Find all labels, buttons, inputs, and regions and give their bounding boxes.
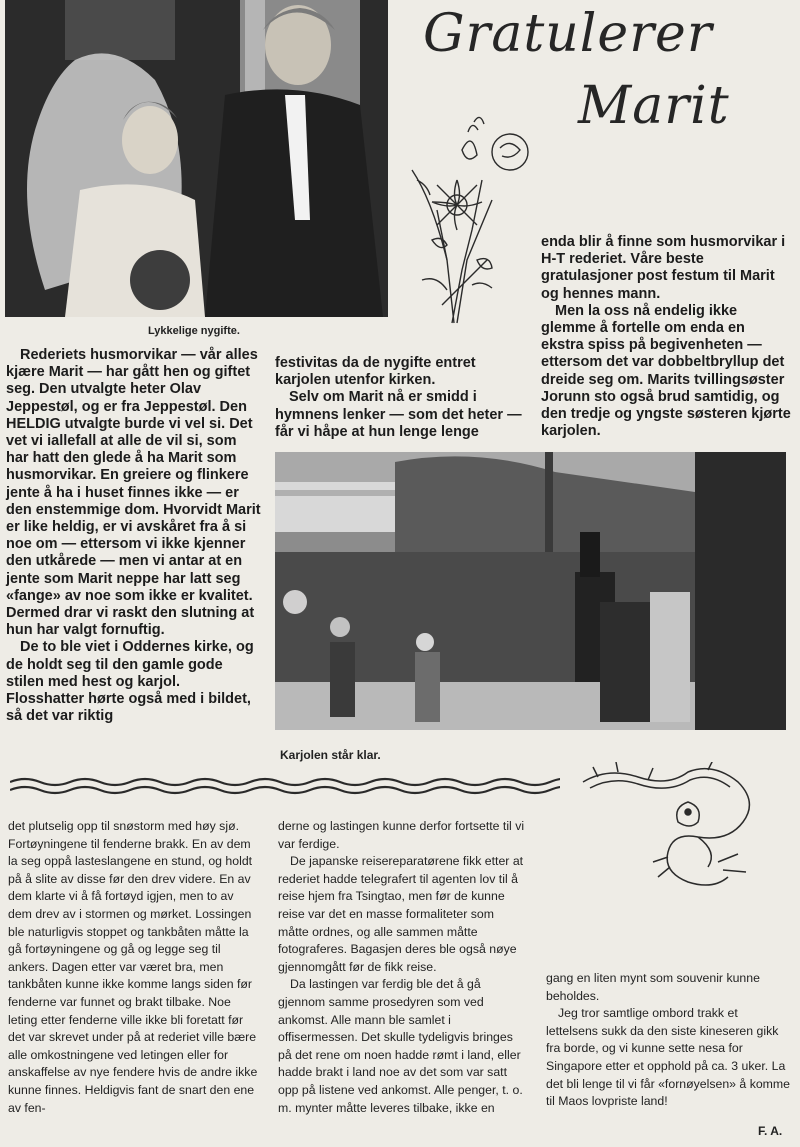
article-paragraph: De to ble viet i Oddernes kirke, og de holdt seg til den gamle gode stilen med hest og karjol. Flosshatter hørte også med i bildet, så det var riktig xyxy=(6,639,254,725)
article-paragraph: festivitas da de nygifte entret karjolen utenfor kirken. xyxy=(275,355,476,389)
story-paragraph: det plutselig opp til snøstorm med høy sjø. Fortøyningene til fenderne brakk. En av dem la seg oppå lasteslangene en stund, og holdt på å slite av disse før den drev videre. En av dem klarte vi å få fortøyd igjen, men to av dem drev av i stormen og mørket. Lossingen ble naturligvis stoppet og tankbåten måtte la gå fortøyningene og gå og legge seg til ankers. Dagen etter var været bra, men tankbåten kunne ikke komme langs siden før fenderne var funnet og brakt tilbake. Noe leting etter fenderne ville ikke bli foretatt før det var skrevet under på at rederiet ville bære alle omkostningene ved letingen eller for anskaffelse av nye fendere hvis de andre ikke kunne finnes. Heldigvis fant de snart den ene av fen- xyxy=(8,819,258,1115)
story-column-2 xyxy=(278,818,528,1117)
article-column-1 xyxy=(6,347,262,725)
article-paragraph: Rederiets husmorvikar — vår alles kjære Marit — har gått hen og giftet seg. Den utvalgte heter Olav Jeppestøl, og er fra Jeppestøl. Den HELDIG utvalgte burde vi vel si. Det vet vi iallefall at alle de vil si, som har hatt den glede å ha Marit som husmorvikar. En greiere og flinkere jente å ha i huset finnes ikke — er den enstemmige dom. Hvorvidt Marit er like heldig, er vi avskåret fra å si noe om — ettersom vi ikke kjenner den utkårede — men vi antar at en jente som Marit neppe har latt seg «fange» av noe som ikke er kvalitet. Dermed drar vi raskt den slutning at hun har valgt fornuftig. xyxy=(6,347,261,639)
wedding-photo-caption: Lykkelige nygifte. xyxy=(148,325,240,337)
article-column-2 xyxy=(275,355,523,441)
article-paragraph: Men la oss nå endelig ikke glemme å fortelle om enda en ekstra spiss på begivenheten — ettersom det var dobbeltbryllup det dreide seg om. Marits tvillingsøster Jorunn sto også brud samtidig, og den tredje og yngste søsteren kjørte karjolen. xyxy=(541,302,791,440)
carriage-photo xyxy=(275,452,786,730)
story-paragraph: gang en liten mynt som souvenir kunne beholdes. xyxy=(546,971,760,1003)
title-line-2: Marit xyxy=(578,76,730,136)
story-paragraph: Da lastingen var ferdig ble det å gå gjennom samme prosedyren som ved ankomst. Alle mann ble samlet i offisermessen. Det skulle tydeligvis bringes på det rene om noen hadde rømt i land, eller hadde brakt i land noe av det som var satt opp på listene ved ankomst. Alle penger, t. o. m. mynter måtte leveres tilbake, ikke en xyxy=(278,977,523,1115)
signature: F. A. xyxy=(758,1124,783,1138)
story-paragraph: derne og lastingen kunne derfor fortsette til vi var ferdige. xyxy=(278,819,525,851)
wedding-photo xyxy=(5,0,388,317)
carriage-photo-caption: Karjolen står klar. xyxy=(280,748,381,762)
article-paragraph: Selv om Marit nå er smidd i hymnens lenker — som det heter — får vi håpe at hun lenge lenge xyxy=(275,389,522,440)
article-column-3 xyxy=(541,234,791,440)
story-paragraph: Jeg tror samtlige ombord trakk et lettelsens sukk da den siste kineseren gikk fra borde, og vi kunne sette nesa for Singapore etter et opphold på ca. 3 uker. La det bli lenge til vi får «fornøyelsen» å komme til Maos lovpriste land! xyxy=(546,1006,791,1109)
story-column-1 xyxy=(8,818,260,1117)
flower-illustration xyxy=(402,110,540,325)
dragon-illustration xyxy=(578,762,760,892)
title-line-1: Gratulerer xyxy=(423,4,713,64)
article-paragraph: enda blir å finne som husmorvikar i H-T rederiet. Våre beste gratulasjoner post festum til Marit og hennes mann. xyxy=(541,234,786,302)
story-column-3 xyxy=(546,970,792,1111)
story-paragraph: De japanske reisereparatørene fikk etter at rederiet hadde telegrafert til agenten lov til å reise hjem fra Tsingtao, men før de kunne reise var det en masse formaliteter som måtte ordnes, og alle sammen måtte fotograferes. Bagasjen deres ble også nøye gjennomgått før de fikk reise. xyxy=(278,854,524,974)
wave-divider xyxy=(10,774,560,798)
